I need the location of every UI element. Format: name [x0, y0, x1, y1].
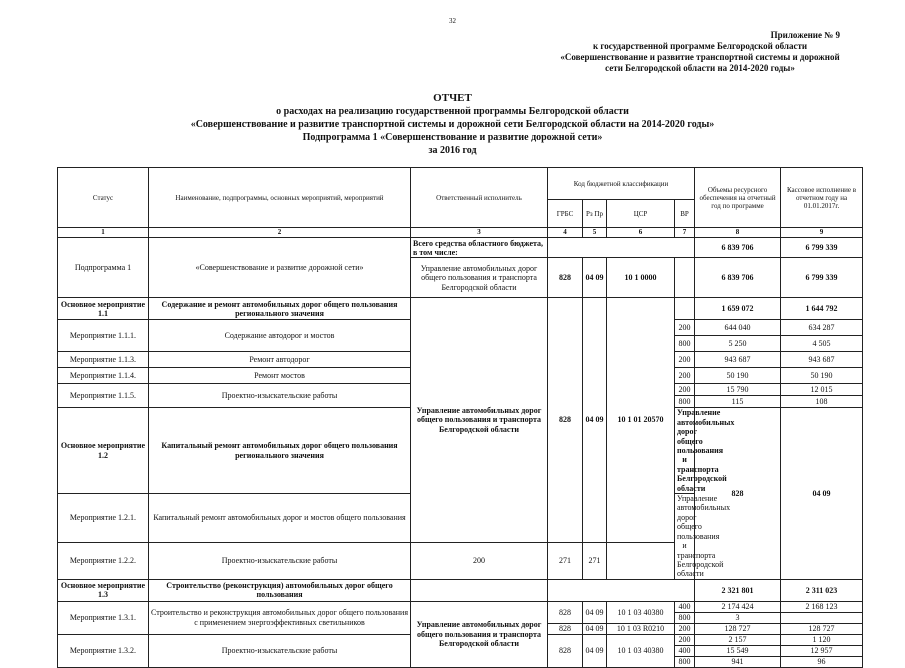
- status-cell: Подпрограмма 1: [58, 238, 149, 298]
- appendix-line-1: Приложение № 9: [770, 30, 840, 40]
- cash-cell: [781, 612, 863, 623]
- header-grbs: ГРБС: [548, 200, 583, 228]
- vr-cell: 200: [675, 352, 695, 368]
- executor-cell: Управление автомобильных дорог общего пользования и транспорта Белгородской области: [675, 494, 695, 580]
- table-row: [58, 601, 863, 612]
- vr-cell: 400: [675, 645, 695, 656]
- plan-cell: 644 040: [695, 320, 781, 336]
- cash-cell: 12 957: [781, 645, 863, 656]
- status-cell: Мероприятие 1.1.5.: [58, 384, 149, 408]
- status-cell: Мероприятие 1.1.1.: [58, 320, 149, 352]
- status-cell: Мероприятие 1.3.1.: [58, 601, 149, 634]
- plan-cell: 941: [695, 656, 781, 667]
- appendix-line-3: «Совершенствование и развитие транспортной системы и дорожной: [560, 52, 840, 62]
- cash-cell: 271: [583, 542, 607, 579]
- grbs-cell: 828: [548, 634, 583, 667]
- name-cell: Содержание автодорог и мостов: [149, 320, 411, 352]
- report-table: [57, 167, 863, 668]
- name-cell: Содержание и ремонт автомобильных дорог общего пользования регионального значения: [149, 298, 411, 320]
- appendix-header: [540, 30, 860, 74]
- empty-cell: [548, 579, 695, 601]
- title-line-2: о расходах на реализацию государственной программы Белгородской области: [276, 106, 629, 117]
- executor-cell: Всего средства областного бюджета, в том числе:: [411, 238, 548, 258]
- header-vr: ВР: [675, 200, 695, 228]
- column-number-row: [58, 228, 863, 238]
- header-name: Наименование, подпрограммы, основных мероприятий, мероприятий: [149, 168, 411, 228]
- rz-cell: 04 09: [583, 634, 607, 667]
- title-line-1: ОТЧЕТ: [433, 92, 472, 104]
- name-cell: Капитальный ремонт автомобильных дорог и мостов общего пользования: [149, 494, 411, 543]
- rz-cell: 04 09: [583, 623, 607, 634]
- col-num-6: 6: [607, 228, 675, 238]
- vr-cell: 400: [675, 601, 695, 612]
- csr-cell: 10 1 03 R0210: [607, 623, 675, 634]
- plan-cell: 6 839 706: [695, 238, 781, 258]
- plan-cell: 3: [695, 612, 781, 623]
- col-num-7: 7: [675, 228, 695, 238]
- cash-cell: 128 727: [781, 623, 863, 634]
- col-num-4: 4: [548, 228, 583, 238]
- header-cash: Кассовое исполнение в отчетном году на 01.01.2017г.: [781, 168, 863, 228]
- appendix-line-2: к государственной программе Белгородской области: [592, 41, 808, 51]
- header-planned: Объемы ресурсного обеспечения на отчетный год по программе: [695, 168, 781, 228]
- cash-cell: 6 799 339: [781, 238, 863, 258]
- col-num-9: 9: [781, 228, 863, 238]
- name-cell: Проектно-изыскательские работы: [149, 542, 411, 579]
- status-cell: Основное мероприятие 1.2: [58, 408, 149, 494]
- name-cell: Строительство (реконструкция) автомобильных дорог общего пользования: [149, 579, 411, 601]
- plan-cell: 15 549: [695, 645, 781, 656]
- header-executor: Ответственный исполнитель: [411, 168, 548, 228]
- status-cell: Мероприятие 1.1.3.: [58, 352, 149, 368]
- cash-cell: 2 311 023: [781, 579, 863, 601]
- header-row: [58, 168, 863, 200]
- vr-cell: 800: [675, 612, 695, 623]
- col-num-2: 2: [149, 228, 411, 238]
- table-row: [58, 298, 863, 320]
- vr-cell: 800: [675, 336, 695, 352]
- grbs-cell: 828: [548, 623, 583, 634]
- cash-cell: 1 120: [781, 634, 863, 645]
- header-csr: ЦСР: [607, 200, 675, 228]
- header-rz: Рз Пр: [583, 200, 607, 228]
- vr-cell: 200: [675, 368, 695, 384]
- rz-cell: 04 09: [583, 298, 607, 543]
- csr-cell: 10 1 0000: [607, 258, 675, 298]
- col-num-5: 5: [583, 228, 607, 238]
- executor-cell: Управление автомобильных дорог общего пользования и транспорта Белгородской области: [675, 408, 695, 494]
- name-cell: Проектно-изыскательские работы: [149, 634, 411, 667]
- status-cell: Мероприятие 1.3.2.: [58, 634, 149, 667]
- table-row: [58, 579, 863, 601]
- vr-cell: 200: [675, 384, 695, 396]
- vr-cell: 200: [675, 623, 695, 634]
- cash-cell: 943 687: [781, 352, 863, 368]
- col-num-8: 8: [695, 228, 781, 238]
- plan-cell: 115: [695, 396, 781, 408]
- cash-cell: 4 505: [781, 336, 863, 352]
- name-cell: Капитальный ремонт автомобильных дорог общего пользования регионального значения: [149, 408, 411, 494]
- vr-cell: 200: [675, 634, 695, 645]
- plan-cell: 5 250: [695, 336, 781, 352]
- rz-cell: 04 09: [583, 601, 607, 623]
- vr-cell: [675, 258, 695, 298]
- executor-cell: Управление автомобильных дорог общего пользования и транспорта Белгородской области: [411, 258, 548, 298]
- csr-cell: 10 1 03 40380: [607, 634, 675, 667]
- vr-cell: 800: [675, 396, 695, 408]
- name-cell: Проектно-изыскательские работы: [149, 384, 411, 408]
- cash-cell: 12 015: [781, 384, 863, 396]
- plan-cell: 6 839 706: [695, 258, 781, 298]
- vr-cell: [675, 298, 695, 320]
- plan-cell: 2 321 801: [695, 579, 781, 601]
- col-num-1: 1: [58, 228, 149, 238]
- name-cell: Ремонт автодорог: [149, 352, 411, 368]
- vr-cell: 800: [675, 656, 695, 667]
- plan-cell: 271: [548, 542, 583, 579]
- col-num-3: 3: [411, 228, 548, 238]
- grbs-cell: 828: [548, 601, 583, 623]
- cash-cell: 2 168 123: [781, 601, 863, 612]
- grbs-cell: 828: [548, 258, 583, 298]
- vr-cell: 200: [411, 542, 548, 579]
- cash-cell: 108: [781, 396, 863, 408]
- status-cell: Мероприятие 1.2.1.: [58, 494, 149, 543]
- cash-cell: 6 799 339: [781, 258, 863, 298]
- plan-cell: 50 190: [695, 368, 781, 384]
- table-row: [58, 238, 863, 258]
- report-title: [90, 92, 815, 157]
- name-cell: Ремонт мостов: [149, 368, 411, 384]
- rz-cell: 04 09: [583, 258, 607, 298]
- empty-cell: [548, 238, 695, 258]
- status-cell: Мероприятие 1.1.4.: [58, 368, 149, 384]
- title-line-3: «Совершенствование и развитие транспортной системы и дорожной сети Белгородской области на 2014-2020 годы»: [190, 119, 715, 130]
- grbs-cell: 828: [695, 408, 781, 579]
- title-line-5: за 2016 год: [428, 145, 477, 156]
- executor-cell: Управление автомобильных дорог общего пользования и транспорта Белгородской области: [411, 601, 548, 667]
- cash-cell: 96: [781, 656, 863, 667]
- plan-cell: 1 659 072: [695, 298, 781, 320]
- title-line-4: Подпрограмма 1 «Совершенствование и развитие дорожной сети»: [302, 132, 603, 143]
- name-cell: «Совершенствование и развитие дорожной сети»: [149, 238, 411, 298]
- header-budget-code: Код бюджетной классификации: [548, 168, 695, 200]
- status-cell: Основное мероприятие 1.3: [58, 579, 149, 601]
- executor-cell: [411, 579, 548, 601]
- vr-cell: 200: [675, 320, 695, 336]
- plan-cell: 128 727: [695, 623, 781, 634]
- cash-cell: 50 190: [781, 368, 863, 384]
- page-number: 32: [449, 17, 456, 25]
- plan-cell: 2 157: [695, 634, 781, 645]
- csr-cell: 10 1 01 20570: [607, 298, 675, 543]
- plan-cell: 15 790: [695, 384, 781, 396]
- name-cell: Строительство и реконструкция автомобильных дорог общего пользования с применением энергоэффективных светильников: [149, 601, 411, 634]
- header-status: Статус: [58, 168, 149, 228]
- plan-cell: 2 174 424: [695, 601, 781, 612]
- rz-cell: 04 09: [781, 408, 863, 579]
- cash-cell: 634 287: [781, 320, 863, 336]
- csr-cell: 10 1 03 40380: [607, 601, 675, 623]
- status-cell: Мероприятие 1.2.2.: [58, 542, 149, 579]
- grbs-cell: 828: [548, 298, 583, 543]
- cash-cell: 1 644 792: [781, 298, 863, 320]
- executor-cell: Управление автомобильных дорог общего пользования и транспорта Белгородской области: [411, 298, 548, 543]
- plan-cell: 943 687: [695, 352, 781, 368]
- status-cell: Основное мероприятие 1.1: [58, 298, 149, 320]
- appendix-line-4: сети Белгородской области на 2014-2020 годы»: [605, 63, 795, 73]
